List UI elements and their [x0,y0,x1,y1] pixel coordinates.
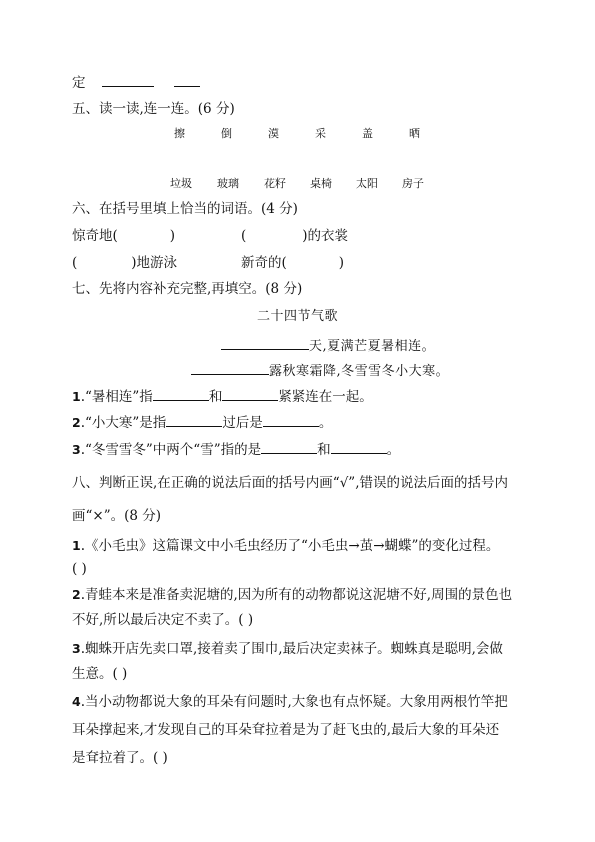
q7-sub-2 [72,414,332,431]
q8-heading-line-2: 画“×”。(8 分) [72,508,162,524]
item-number: 2 [72,415,81,430]
q8-heading-line-1: 八、判断正误,在正确的说法后面的括号内画“√”,错误的说法后面的括号内 [72,475,508,491]
q8-item-4-text: .当小动物都说大象的耳朵有问题时,大象也有点怀疑。大象用两根竹竿把 [80,694,508,710]
q8-item-1-answer[interactable]: ( ) [72,561,87,577]
q5-heading: 五、读一读,连一连。(6 分) [72,101,235,117]
q8-item-1-text: .《小毛虫》这篇课文中小毛虫经历了“小毛虫→茧→蝴蝶”的变化过程。 [80,538,500,554]
q6-item-2 [241,228,348,244]
answer-blank[interactable] [191,362,269,375]
carry-over-label: 定 [72,75,86,91]
poem-line-1 [221,337,435,355]
q8-item-3-line-1 [72,641,503,657]
q6-item-2-suffix: )的衣裳 [302,228,349,244]
q5-top-word[interactable]: 采 [315,127,326,140]
q6-item-3-prefix: ( [72,255,78,271]
q8-item-3-line-2[interactable]: 生意。( ) [72,666,128,682]
answer-blank[interactable] [153,388,209,401]
q5-bottom-word[interactable]: 玻璃 [217,177,239,190]
answer-blank[interactable] [221,337,309,350]
answer-blank[interactable] [261,441,317,454]
q8-item-3-text: .蜘蛛开店先卖口罩,接着卖了围巾,最后决定卖袜子。蜘蛛真是聪明,会做 [80,641,503,657]
q8-item-2-line-1 [72,587,512,603]
q8-item-1-line-1 [72,538,499,554]
answer-blank[interactable] [222,388,278,401]
item-number: 3 [72,641,81,656]
answer-blank[interactable] [263,414,319,427]
q6-item-1-prefix: 惊奇地( [72,228,118,244]
poem-line-2-text: 露秋寒霜降,冬雪雪冬小大寒。 [269,364,450,379]
q7-sub-1-end: 紧紧连在一起。 [278,389,373,405]
poem-line-1-text: 天,夏满芒夏暑相连。 [309,339,436,354]
q8-item-4-line-3[interactable]: 是耷拉着了。( ) [72,750,168,766]
carry-over-line [72,74,200,91]
q6-item-1-suffix: ) [169,228,176,244]
q7-sub-2-text: .“小大寒”是指 [80,415,167,431]
q5-top-word[interactable]: 盖 [362,127,373,140]
q7-sub-1-and: 和 [208,389,223,405]
item-number: 2 [72,587,81,602]
q7-sub-3 [72,441,400,458]
q8-item-2-line-2[interactable]: 不好,所以最后决定不卖了。( ) [72,612,254,628]
item-number: 3 [72,442,81,457]
item-number: 4 [72,694,81,709]
q7-sub-1-text: .“暑相连”指 [80,389,153,405]
poem-title: 二十四节气歌 [257,309,339,324]
poem-line-2 [191,362,449,380]
q5-top-word[interactable]: 晒 [409,127,420,140]
q5-top-word[interactable]: 倒 [221,127,232,140]
q7-sub-3-text: .“冬雪雪冬”中两个“雪”指的是 [80,442,262,458]
answer-blank[interactable] [102,74,154,87]
answer-blank[interactable] [166,414,222,427]
q5-bottom-word[interactable]: 花籽 [264,177,286,190]
q5-bottom-word[interactable]: 太阳 [356,177,378,190]
q7-sub-2-after: 过后是 [222,415,263,431]
answer-blank[interactable] [174,74,200,87]
q5-bottom-word[interactable]: 桌椅 [310,177,332,190]
q7-sub-3-end: 。 [386,442,401,458]
q5-bottom-word[interactable]: 垃圾 [170,177,192,190]
q7-sub-3-and: 和 [317,442,331,458]
q8-item-4-line-1 [72,694,508,710]
item-number: 1 [72,389,81,404]
q6-item-2-prefix: ( [241,228,247,244]
q7-sub-1 [72,388,373,405]
q6-item-3-suffix: )地游泳 [131,255,178,271]
q6-item-4 [241,255,344,271]
q6-item-3 [72,255,177,271]
q7-sub-2-end: 。 [318,415,333,431]
q6-item-4-prefix: 新奇的( [241,255,287,271]
item-number: 1 [72,538,81,553]
q5-bottom-word[interactable]: 房子 [402,177,424,190]
q5-top-word[interactable]: 擦 [174,127,185,140]
q6-item-1 [72,228,175,244]
q7-heading: 七、先将内容补充完整,再填空。(8 分) [72,281,303,297]
answer-blank[interactable] [331,441,387,454]
q6-item-4-suffix: ) [338,255,345,271]
q5-top-word[interactable]: 漠 [268,127,279,140]
q8-item-2-text: .青蛙本来是准备卖泥塘的,因为所有的动物都说这泥塘不好,周围的景色也 [80,587,513,603]
q6-heading: 六、在括号里填上恰当的词语。(4 分) [72,201,298,217]
q8-item-4-line-2: 耳朵撑起来,才发现自己的耳朵耷拉着是为了赶飞虫的,最后大象的耳朵还 [72,722,500,738]
